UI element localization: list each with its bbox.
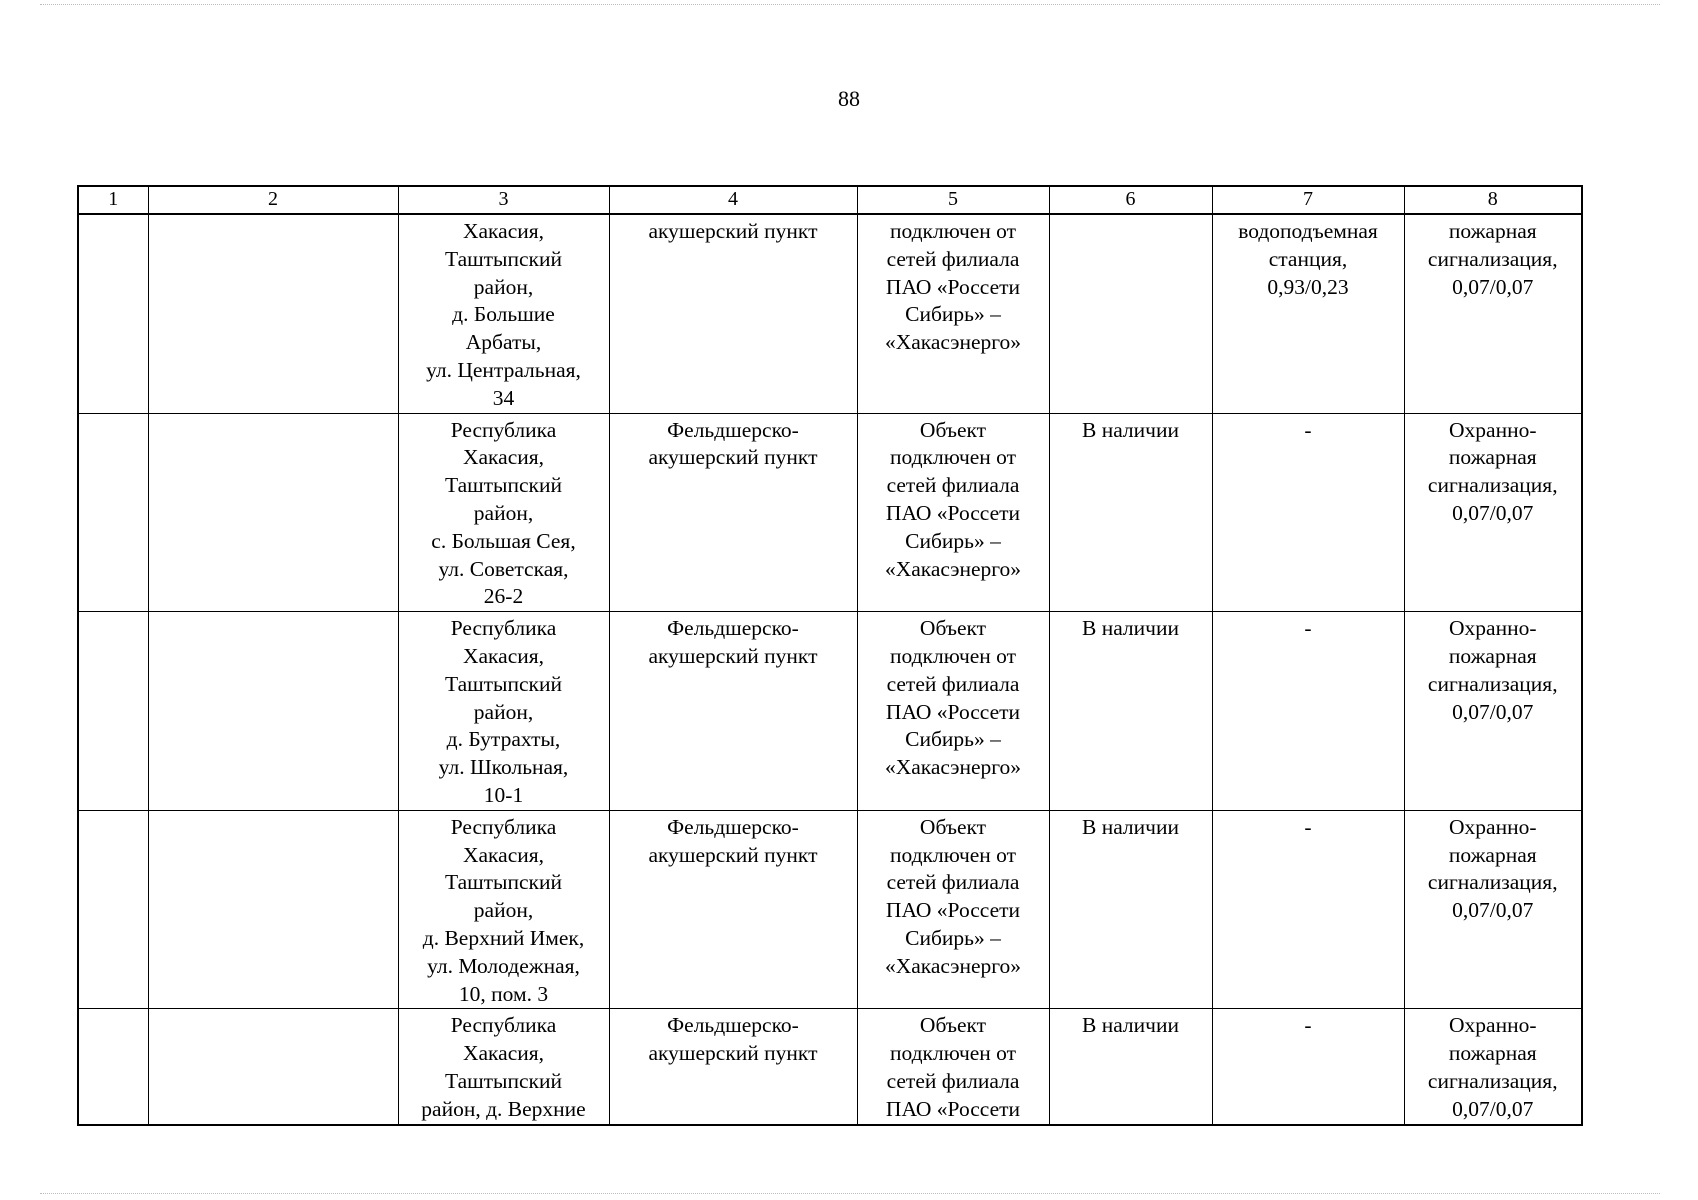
table-row <box>78 413 1582 612</box>
page-number: 88 <box>838 86 860 111</box>
cell-power-supply: Объект подключен от сетей филиала ПАО «Россети Сибирь» – «Хакасэнерго» <box>857 413 1049 612</box>
cell-address: Хакасия, Таштыпский район, д. Большие Арбаты, ул. Центральная, 34 <box>398 214 609 413</box>
cell-power-supply: Объект подключен от сетей филиала ПАО «Россети Сибирь» – «Хакасэнерго» <box>857 612 1049 811</box>
cell-equipment: водоподъемная станция, 0,93/0,23 <box>1212 214 1404 413</box>
cell-address: Республика Хакасия, Таштыпский район, д. Бутрахты, ул. Школьная, 10-1 <box>398 612 609 811</box>
cell-power-supply: подключен от сетей филиала ПАО «Россети Сибирь» – «Хакасэнерго» <box>857 214 1049 413</box>
cell-facility-type: акушерский пункт <box>609 214 857 413</box>
cell-name <box>148 413 398 612</box>
cell-address: Республика Хакасия, Таштыпский район, с. Большая Сея, ул. Советская, 26-2 <box>398 413 609 612</box>
column-number-7: 7 <box>1212 186 1404 214</box>
cell-alarm-system: Охранно- пожарная сигнализация, 0,07/0,07 <box>1404 1009 1582 1125</box>
column-number-5: 5 <box>857 186 1049 214</box>
cell-alarm-system: пожарная сигнализация, 0,07/0,07 <box>1404 214 1582 413</box>
cell-number <box>78 612 148 811</box>
cell-facility-type: Фельдшерско- акушерский пункт <box>609 612 857 811</box>
cell-number <box>78 413 148 612</box>
cell-address: Республика Хакасия, Таштыпский район, д. Верхний Имек, ул. Молодежная, 10, пом. 3 <box>398 810 609 1009</box>
cell-name <box>148 612 398 811</box>
cell-availability: В наличии <box>1049 1009 1212 1125</box>
cell-name <box>148 810 398 1009</box>
column-number-2: 2 <box>148 186 398 214</box>
cell-alarm-system: Охранно- пожарная сигнализация, 0,07/0,07 <box>1404 413 1582 612</box>
cell-power-supply: Объект подключен от сетей филиала ПАО «Россети Сибирь» – «Хакасэнерго» <box>857 810 1049 1009</box>
cell-availability: В наличии <box>1049 413 1212 612</box>
cell-facility-type: Фельдшерско- акушерский пункт <box>609 810 857 1009</box>
table-row <box>78 1009 1582 1125</box>
cell-number <box>78 1009 148 1125</box>
cell-availability: В наличии <box>1049 810 1212 1009</box>
cell-power-supply: Объект подключен от сетей филиала ПАО «Россети <box>857 1009 1049 1125</box>
column-number-4: 4 <box>609 186 857 214</box>
table-row <box>78 612 1582 811</box>
cell-equipment: - <box>1212 413 1404 612</box>
cell-facility-type: Фельдшерско- акушерский пункт <box>609 1009 857 1125</box>
data-table <box>77 185 1583 1126</box>
table-row <box>78 214 1582 413</box>
cell-facility-type: Фельдшерско- акушерский пункт <box>609 413 857 612</box>
cell-equipment: - <box>1212 612 1404 811</box>
cell-alarm-system: Охранно- пожарная сигнализация, 0,07/0,07 <box>1404 612 1582 811</box>
scan-edge-bottom <box>40 1193 1660 1194</box>
cell-equipment: - <box>1212 810 1404 1009</box>
table-row <box>78 810 1582 1009</box>
column-number-6: 6 <box>1049 186 1212 214</box>
column-number-1: 1 <box>78 186 148 214</box>
cell-name <box>148 214 398 413</box>
cell-alarm-system: Охранно- пожарная сигнализация, 0,07/0,07 <box>1404 810 1582 1009</box>
column-number-header-row <box>78 186 1582 214</box>
cell-number <box>78 810 148 1009</box>
column-number-3: 3 <box>398 186 609 214</box>
cell-availability: В наличии <box>1049 612 1212 811</box>
cell-address: Республика Хакасия, Таштыпский район, д. Верхние <box>398 1009 609 1125</box>
cell-number <box>78 214 148 413</box>
cell-equipment: - <box>1212 1009 1404 1125</box>
scan-edge-top <box>40 4 1660 5</box>
cell-name <box>148 1009 398 1125</box>
column-number-8: 8 <box>1404 186 1582 214</box>
cell-availability <box>1049 214 1212 413</box>
